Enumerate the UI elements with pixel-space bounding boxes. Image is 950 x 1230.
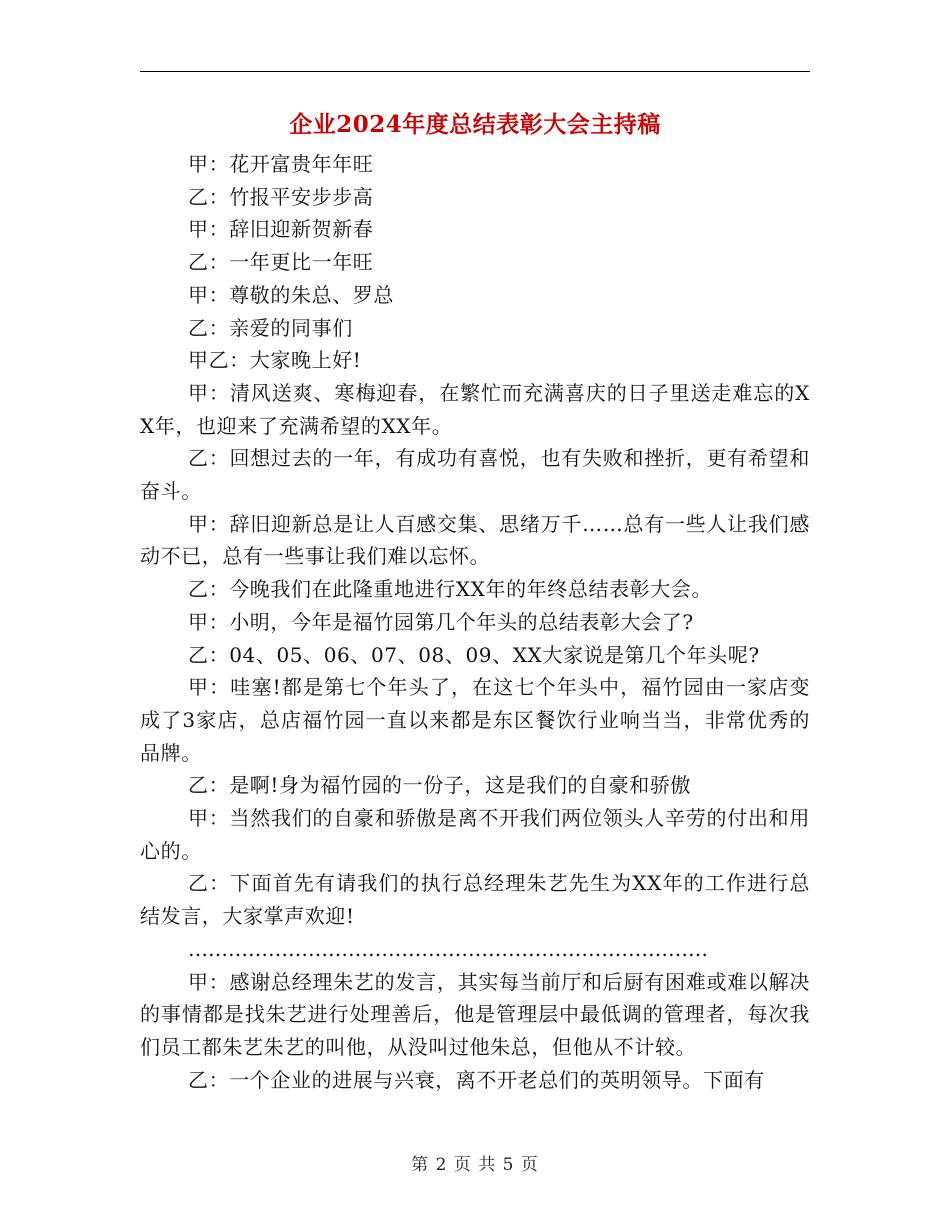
paragraph: 甲：清风送爽、寒梅迎春，在繁忙而充满喜庆的日子里送走难忘的XX年，也迎来了充满希望的XX年。 bbox=[140, 380, 810, 438]
paragraph: 甲：花开富贵年年旺 bbox=[188, 152, 374, 176]
paragraph: 甲：感谢总经理朱艺的发言，其实每当前厅和后厨有困难或难以解决的事情都是找朱艺进行处理善后，他是管理层中最低调的管理者，每次我们员工都朱艺朱艺的叫他，从没叫过他朱总，但他从不计较。 bbox=[140, 969, 810, 1059]
paragraph: 乙：一年更比一年旺 bbox=[188, 250, 374, 275]
paragraph: 甲：当然我们的自豪和骄傲是离不开我们两位领头人辛劳的付出和用心的。 bbox=[140, 806, 810, 863]
paragraph: 乙：竹报平安步步高 bbox=[188, 184, 374, 209]
paragraph: 甲乙：大家晚上好! bbox=[188, 348, 362, 373]
paragraph: 甲：哇塞!都是第七个年头了，在这七个年头中，福竹园由一家店变成了3家店，总店福竹园一直以来都是东区餐饮行业响当当，非常优秀的品牌。 bbox=[140, 675, 810, 765]
paragraph: 乙：亲爱的同事们 bbox=[188, 315, 353, 340]
document-title: 企业2024年度总结表彰大会主持稿 bbox=[289, 111, 661, 138]
paragraph: 甲：尊敬的朱总、罗总 bbox=[188, 282, 394, 307]
document-body bbox=[140, 148, 810, 1096]
paragraph: 乙：今晚我们在此隆重地进行XX年的年终总结表彰大会。 bbox=[188, 577, 713, 602]
paragraph: 甲：辞旧迎新贺新春 bbox=[188, 217, 374, 242]
paragraph: 甲：小明，今年是福竹园第几个年头的总结表彰大会了? bbox=[188, 609, 694, 634]
paragraph: 甲：辞旧迎新总是让人百感交集、思绪万千……总有一些人让我们感动不已，总有一些事让我们难以忘怀。 bbox=[140, 511, 810, 569]
paragraph: 乙：一个企业的进展与兴衰，离不开老总们的英明领导。下面有 bbox=[188, 1067, 765, 1092]
paragraph: 乙：回想过去的一年，有成功有喜悦，也有失败和挫折，更有希望和奋斗。 bbox=[140, 446, 810, 504]
header-rule bbox=[140, 71, 810, 72]
ellipsis-separator: …………………………………………………………………… bbox=[188, 936, 708, 961]
paragraph: 乙：下面首先有请我们的执行总经理朱艺先生为XX年的工作进行总结发言，大家掌声欢迎! bbox=[140, 871, 810, 929]
paragraph: 乙：04、05、06、07、08、09、XX大家说是第几个年头呢? bbox=[188, 642, 760, 667]
page-number: 第 2 页 共 5 页 bbox=[411, 1155, 539, 1175]
paragraph: 乙：是啊!身为福竹园的一份子，这是我们的自豪和骄傲 bbox=[188, 773, 692, 798]
